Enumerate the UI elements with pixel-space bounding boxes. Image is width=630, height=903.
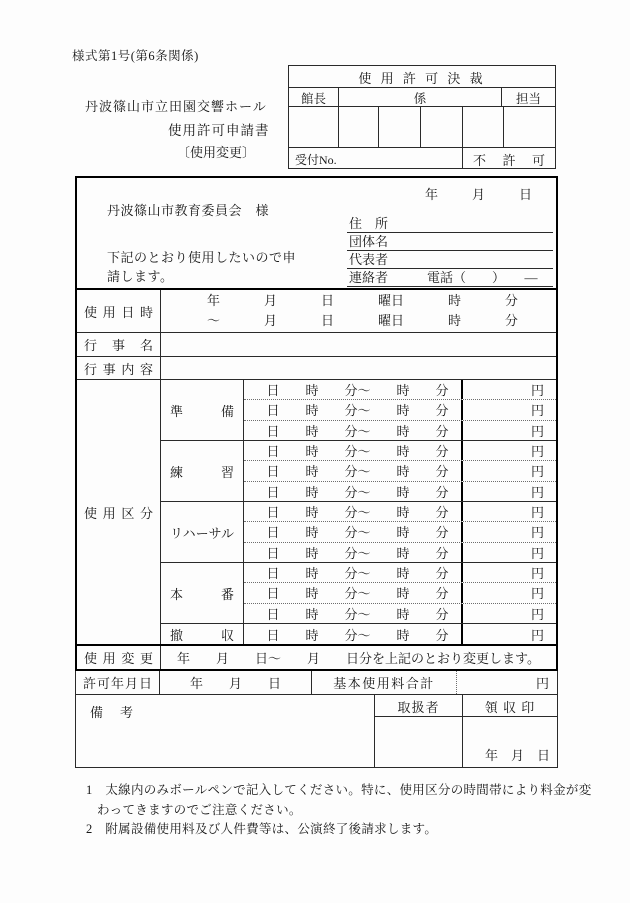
usage-datetime-label: 使 用 日 時	[77, 290, 161, 332]
application-date-line	[425, 184, 532, 203]
fee-cell: 円	[461, 543, 556, 562]
usage-change-row	[77, 646, 556, 669]
time-slot-text: 日 時 分～ 時 分	[266, 505, 449, 521]
fill-in-area	[75, 176, 558, 671]
time-slot-text: 日 時 分～ 時 分	[266, 423, 449, 439]
category-name: 練 習	[161, 441, 244, 501]
applicant-field-representative: 代表者	[347, 251, 553, 269]
event-detail-row	[77, 357, 556, 380]
time-slot-row	[244, 502, 556, 521]
approval-stamp-cell	[379, 107, 421, 147]
permit-date-label: 許可年月日	[76, 671, 160, 694]
date-token: 時	[447, 293, 461, 308]
usage-category-teardown	[161, 623, 556, 644]
time-slot-row	[244, 542, 556, 562]
form-number: 様式第1号(第6条関係)	[72, 49, 199, 63]
document-title: 使用許可申請書	[168, 123, 270, 138]
fee-cell: 円	[461, 502, 556, 521]
date-token: 月	[263, 313, 277, 328]
approval-title: 使 用 許 可 決 裁	[289, 66, 555, 88]
applicant-fields	[347, 215, 553, 287]
category-name: 撤 収	[161, 624, 244, 644]
application-statement	[107, 248, 296, 286]
remarks-label: 備 考	[90, 705, 136, 720]
statement-line-2: 請します。	[107, 269, 174, 284]
time-slot-text: 日 時 分～ 時 分	[266, 464, 449, 480]
usage-category-section	[77, 380, 556, 646]
reception-number-label: 受付No.	[289, 148, 463, 169]
fee-cell: 円	[461, 400, 556, 419]
base-fee-cell	[312, 671, 557, 694]
time-slot-text: 日 時 分～ 時 分	[266, 566, 449, 582]
handler-column	[375, 695, 463, 767]
date-token: 曜日	[377, 293, 404, 308]
event-name-cell	[161, 333, 556, 356]
event-detail-label: 行 事 内 容	[77, 357, 161, 379]
time-slot-row	[244, 521, 556, 541]
fee-cell: 円	[461, 461, 556, 480]
permit-date-cell: 年 月 日	[160, 671, 312, 694]
approval-stamp-cell	[289, 107, 339, 147]
staff-column-header: 係	[339, 88, 502, 106]
time-slot-text: 日 時 分～ 時 分	[266, 586, 449, 602]
tilde-token: ～	[207, 313, 221, 328]
application-table	[75, 176, 558, 768]
time-slot-row	[244, 420, 556, 440]
usage-category-practice	[161, 440, 556, 501]
date-token: 年	[207, 293, 221, 308]
director-column-header: 館長	[289, 88, 339, 106]
time-slot-text: 日 時 分～ 時 分	[266, 484, 449, 500]
time-slot-text: 日 時 分～ 時 分	[266, 403, 449, 419]
usage-change-text: 年 月 日～ 月 日分を上記のとおり変更します。	[177, 651, 540, 666]
base-fee-amount: 円	[456, 671, 557, 694]
date-token: 分	[504, 313, 518, 328]
fee-cell: 円	[461, 583, 556, 602]
receipt-stamp-date: 年 月 日	[484, 748, 550, 763]
approval-column-headers	[289, 88, 555, 107]
remarks-cell	[76, 695, 375, 767]
applicant-field-contact-phone: 連絡者 電話（ ） ―	[347, 269, 553, 287]
fee-cell: 円	[461, 380, 556, 399]
usage-datetime-cell	[161, 290, 556, 332]
fee-cell: 円	[461, 522, 556, 541]
datetime-line-1	[161, 291, 556, 311]
datetime-line-2	[161, 311, 556, 331]
usage-category-grid	[161, 380, 556, 644]
permit-date-row	[76, 671, 557, 695]
fee-cell: 円	[461, 563, 556, 582]
usage-change-label: 使 用 変 更	[77, 646, 161, 669]
year-label: 年	[424, 187, 438, 202]
time-slot-row	[244, 460, 556, 480]
note-line-1: 1 太線内のみボールペンで記入してください。特に、使用区分の時間帯により料金が変	[86, 783, 592, 797]
fee-cell: 円	[461, 604, 556, 623]
date-token: 日	[320, 293, 334, 308]
approval-stamp-cell	[463, 107, 504, 147]
applicant-field-organization: 団体名	[347, 233, 553, 251]
time-slot-text: 日 時 分～ 時 分	[266, 545, 449, 561]
event-detail-cell	[161, 357, 556, 379]
approval-bottom-row	[289, 148, 555, 169]
month-label: 月	[471, 187, 485, 202]
approval-stamp-row	[289, 107, 555, 148]
time-slot-text: 日 時 分～ 時 分	[266, 525, 449, 541]
approval-decision-box	[288, 65, 556, 169]
notes-section	[86, 781, 592, 840]
time-slot-row	[244, 481, 556, 501]
handler-header: 取扱者	[375, 695, 462, 717]
remarks-section	[76, 695, 557, 767]
event-name-label: 行 事 名	[77, 333, 161, 356]
event-name-row	[77, 333, 556, 357]
usage-datetime-row	[77, 290, 556, 333]
applicant-section	[77, 178, 556, 290]
usage-category-performance	[161, 562, 556, 623]
usage-category-label: 使 用 区 分	[77, 380, 161, 644]
time-slot-row	[244, 380, 556, 399]
charge-column-header: 担当	[515, 92, 541, 106]
fee-cell: 円	[461, 482, 556, 501]
time-slot-row	[244, 624, 556, 644]
fee-cell: 円	[461, 441, 556, 460]
note-line-2: 2 附属設備使用料及び人件費等は、公演終了後請求します。	[86, 822, 438, 836]
disapproval-label: 不 許 可	[473, 153, 545, 168]
date-token: 月	[263, 293, 277, 308]
date-token: 日	[320, 313, 334, 328]
approval-stamp-cell	[504, 107, 555, 147]
time-slot-text: 日 時 分～ 時 分	[266, 606, 449, 622]
base-fee-label: 基本使用料合計	[333, 676, 435, 691]
facility-name: 丹波篠山市立田園交響ホール	[85, 99, 267, 114]
time-slot-text: 日 時 分～ 時 分	[266, 383, 449, 399]
note-line-1-continued: わってきますのでご注意ください。	[97, 802, 302, 817]
receipt-stamp-cell	[463, 717, 557, 767]
usage-category-rehearsal	[161, 501, 556, 562]
time-slot-row	[244, 582, 556, 602]
receipt-stamp-column	[463, 695, 557, 767]
statement-line-1: 下記のとおり使用したいので申	[107, 250, 297, 265]
applicant-field-address: 住 所	[347, 215, 553, 233]
time-slot-row	[244, 603, 556, 623]
fee-cell: 円	[461, 624, 556, 644]
time-slot-text: 日 時 分～ 時 分	[266, 444, 449, 460]
date-token: 曜日	[377, 313, 404, 328]
category-name: リハーサル	[161, 502, 244, 562]
approval-stamp-cell	[339, 107, 379, 147]
category-name: 準 備	[161, 380, 244, 440]
time-slot-row	[244, 563, 556, 582]
fee-cell: 円	[461, 421, 556, 440]
time-slot-text: 日 時 分～ 時 分	[266, 627, 449, 643]
office-use-area	[75, 671, 558, 768]
date-token: 分	[504, 293, 518, 308]
document-subtitle: 〔使用変更〕	[177, 145, 256, 160]
time-slot-row	[244, 399, 556, 419]
addressee: 丹波篠山市教育委員会 様	[107, 203, 270, 218]
day-label: 日	[518, 187, 532, 202]
date-token: 時	[447, 313, 461, 328]
category-name: 本 番	[161, 563, 244, 623]
receipt-stamp-header: 領 収 印	[463, 695, 557, 717]
usage-category-preparation	[161, 380, 556, 440]
time-slot-row	[244, 441, 556, 460]
handler-cell	[375, 717, 462, 767]
approval-stamp-cell	[421, 107, 463, 147]
